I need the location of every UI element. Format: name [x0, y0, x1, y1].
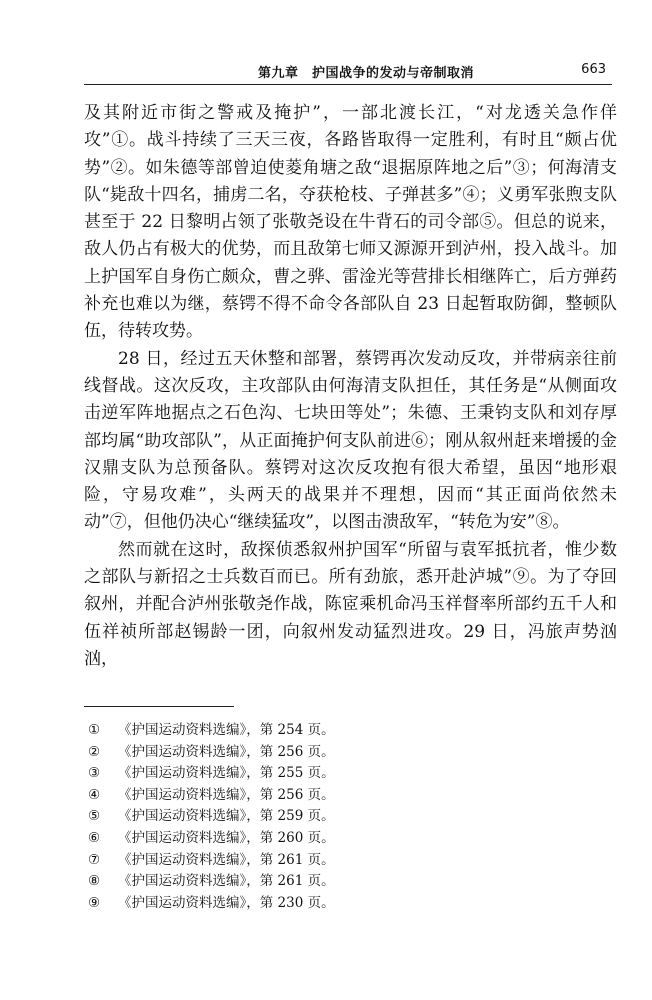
footnote-rule — [84, 706, 234, 707]
footnote-mark: ① — [88, 722, 101, 738]
footnote-6 — [88, 828, 335, 850]
footnotes — [88, 720, 335, 914]
footnote-text: 《护国运动资料选编》，第 255 页。 — [118, 765, 335, 782]
footnote-mark: ⑧ — [88, 873, 101, 890]
running-header — [84, 58, 612, 86]
footnote-mark: ⑤ — [88, 808, 101, 825]
footnote-mark: ③ — [88, 765, 101, 782]
footnote-9 — [88, 893, 335, 915]
footnote-text: 《护国运动资料选编》，第 260 页。 — [118, 829, 335, 846]
footnote-text: 《护国运动资料选编》，第 261 页。 — [118, 851, 335, 868]
footnote-text: 《护国运动资料选编》，第 259 页。 — [118, 808, 335, 825]
footnote-5 — [88, 806, 335, 828]
page-number: 663 — [581, 62, 606, 77]
footnote-text: 《护国运动资料选编》，第 230 页。 — [118, 894, 335, 911]
footnote-mark: ⑨ — [88, 894, 101, 911]
header-rule — [84, 84, 612, 85]
paragraph-3: 然而就在这时，敌探侦悉叙州护国军“所留与袁军抵抗者，惟少数之部队与新招之士兵数百而已。所有劲旅，悉开赴泸城”⑨。为了夺回叙州，并配合泸州张敬尧作战，陈宧乘机命冯玉祥督率所部约五千人和伍祥祯所部赵锡龄一团，向叙州发动猛烈进攻。29 日，冯旅声势汹汹， — [84, 539, 617, 669]
paragraph-1: 及其附近市街之警戒及掩护”，一部北渡长江，“对龙透关急作佯攻”①。战斗持续了三天三夜，各路皆取得一定胜利，有时且“颇占优势”②。如朱德等部曾迫使菱角塘之敌“退据原阵地之后”③；何海清支队“毙敌十四名，捕虏二名，夺获枪枝、子弹甚多”④；义勇军张煦支队甚至于 22 日黎明占领了张敬尧设在牛背石的司令部⑤。但总的说来，敌人仍占有极大的优势，而且敌第七师又源源开到泸州，投入战斗。加上护国军自身伤亡颇众，曹之骅、雷淦光等营排长相继阵亡，后方弹药补充也难以为继，蔡锷不得不命令各部队自 23 日起暂取防御，整顿队伍，待转攻势。 — [84, 103, 617, 342]
footnote-2 — [88, 742, 335, 764]
footnote-text: 《护国运动资料选编》，第 261 页。 — [118, 873, 335, 890]
footnote-8 — [88, 871, 335, 893]
footnote-text: 《护国运动资料选编》，第 254 页。 — [118, 722, 335, 738]
footnote-1 — [88, 720, 335, 742]
footnote-mark: ⑥ — [88, 829, 101, 846]
footnote-text: 《护国运动资料选编》，第 256 页。 — [118, 786, 335, 803]
footnote-3 — [88, 763, 335, 785]
body-text — [84, 100, 617, 673]
footnote-mark: ② — [88, 743, 101, 760]
footnote-mark: ⑦ — [88, 851, 101, 868]
footnote-7 — [88, 850, 335, 872]
footnote-mark: ④ — [88, 786, 101, 803]
footnote-text: 《护国运动资料选编》，第 256 页。 — [118, 743, 335, 760]
chapter-title: 第九章 护国战争的发动与帝制取消 — [258, 66, 475, 81]
paragraph-2: 28 日，经过五天休整和部署，蔡锷再次发动反攻，并带病亲往前线督战。这次反攻，主攻部队由何海清支队担任，其任务是“从侧面攻击逆军阵地据点之石色沟、七块田等处”；朱德、王秉钧支队和刘存厚部均属“助攻部队”，从正面掩护何支队前进⑥；刚从叙州赶来增援的金汉鼎支队为总预备队。蔡锷对这次反攻抱有很大希望，虽因“地形艰险，守易攻难”，头两天的战果并不理想，因而“其正面尚依然未动”⑦，但他仍决心“继续猛攻”，以图击溃敌军，“转危为安”⑧。 — [84, 348, 617, 533]
footnote-4 — [88, 785, 335, 807]
